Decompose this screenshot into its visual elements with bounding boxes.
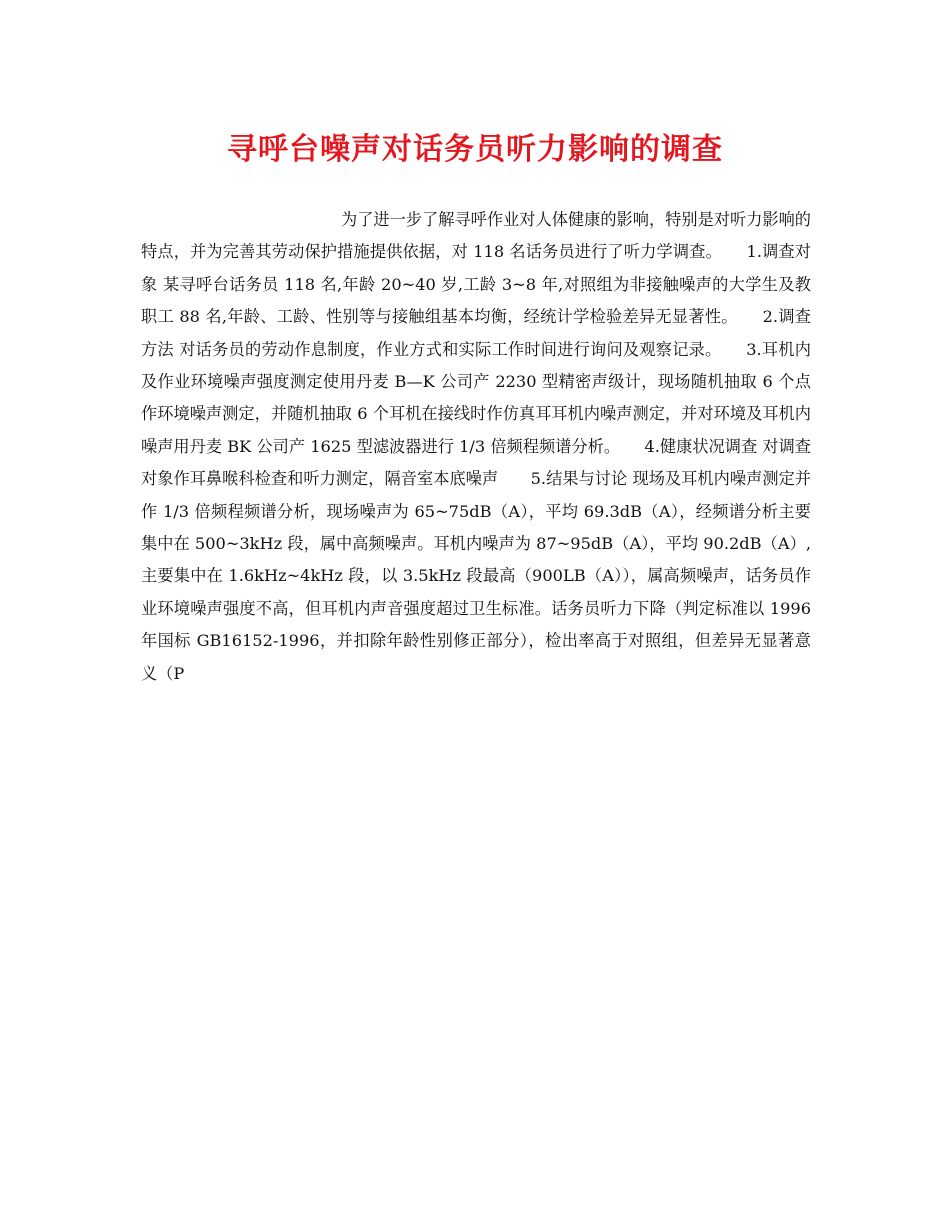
document-body-paragraph: 为了进一步了解寻呼作业对人体健康的影响，特别是对听力影响的特点，并为完善其劳动保护措施提供依据，对 118 名话务员进行了听力学调查。 1.调查对象 某寻呼台话务员 118 名,年龄 20~40 岁,工龄 3~8 年,对照组为非接触噪声的大学生及教职工 88 名,年龄、工龄、性别等与接触组基本均衡，经统计学检验差异无显著性。 2.调查方法 对话务员的劳动作息制度，作业方式和实际工作时间进行询问及观察记录。 3.耳机内及作业环境噪声强度测定使用丹麦 B—K 公司产 2230 型精密声级计，现场随机抽取 6 个点作环境噪声测定，并随机抽取 6 个耳机在接线时作仿真耳耳机内噪声测定，并对环境及耳机内噪声用丹麦 BK 公司产 1625 型滤波器进行 1/3 倍频程频谱分析。 4.健康状况调查 对调查对象作耳鼻喉科检查和听力测定，隔音室本底噪声 5.结果与讨论 现场及耳机内噪声测定并作 1/3 倍频程频谱分析，现场噪声为 65~75dB（A），平均 69.3dB（A），经频谱分析主要集中在 500~3kHz 段，属中高频噪声。耳机内噪声为 87~95dB（A），平均 90.2dB（A）,主要集中在 1.6kHz~4kHz 段，以 3.5kHz 段最高（900LB（A）），属高频噪声，话务员作业环境噪声强度不高，但耳机内声音强度超过卫生标准。话务员听力下降（判定标准以 1996 年国标 GB16152-1996，并扣除年龄性别修正部分），检出率高于对照组，但差异无显著意义（P [141,210,811,683]
document-title: 寻呼台噪声对话务员听力影响的调查 [227,132,723,167]
